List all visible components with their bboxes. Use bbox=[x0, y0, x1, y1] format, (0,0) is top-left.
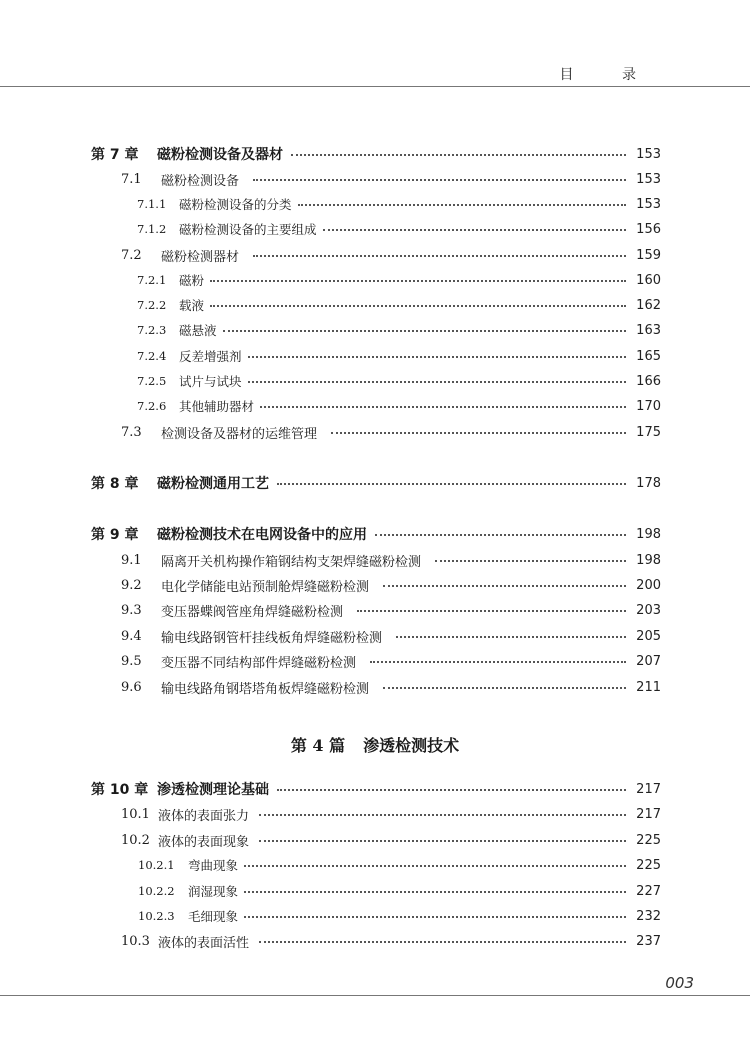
entry-title: 变压器不同结构部件焊缝磁粉检测 bbox=[161, 655, 357, 671]
dot-leader bbox=[259, 840, 626, 842]
entry-title: 反差增强剂 bbox=[179, 349, 242, 364]
entry-number: 7.2.4 bbox=[137, 349, 167, 363]
entry-title: 磁粉检测技术在电网设备中的应用 bbox=[157, 527, 367, 543]
dot-leader bbox=[370, 661, 626, 663]
page-number: 003 bbox=[665, 974, 694, 992]
toc-section-entry bbox=[0, 803, 750, 825]
entry-number: 7.2.3 bbox=[137, 323, 167, 337]
header-rule bbox=[0, 86, 750, 87]
dot-leader bbox=[259, 941, 626, 943]
dot-leader bbox=[291, 154, 626, 156]
toc-section-entry bbox=[0, 218, 750, 240]
entry-number: 7.2.2 bbox=[137, 298, 167, 312]
entry-page: 153 bbox=[636, 146, 661, 162]
toc-section-entry bbox=[0, 421, 750, 443]
dot-leader bbox=[253, 255, 626, 257]
toc-section-entry bbox=[0, 370, 750, 392]
toc-section-entry bbox=[0, 574, 750, 596]
entry-number: 9.5 bbox=[121, 653, 142, 669]
entry-number: 第 9 章 bbox=[91, 527, 139, 543]
entry-title: 渗透检测理论基础 bbox=[157, 782, 269, 798]
entry-title: 液体的表面现象 bbox=[158, 834, 250, 850]
toc-section-entry bbox=[0, 395, 750, 417]
dot-leader bbox=[248, 381, 626, 383]
entry-number: 7.2.1 bbox=[137, 273, 167, 287]
toc-chapter-entry bbox=[0, 523, 750, 545]
entry-page: 203 bbox=[636, 602, 661, 618]
entry-page: 178 bbox=[636, 475, 661, 491]
dot-leader bbox=[277, 789, 626, 791]
toc-chapter-entry bbox=[0, 143, 750, 165]
entry-page: 165 bbox=[636, 348, 661, 364]
entry-page: 232 bbox=[636, 908, 661, 924]
part-number: 第 4 篇 bbox=[290, 736, 346, 755]
entry-number: 9.3 bbox=[121, 602, 142, 618]
dot-leader bbox=[248, 356, 626, 358]
entry-page: 166 bbox=[636, 373, 661, 389]
dot-leader bbox=[331, 432, 626, 434]
dot-leader bbox=[223, 330, 626, 332]
entry-number: 第 8 章 bbox=[91, 476, 139, 492]
entry-title: 磁粉检测设备 bbox=[161, 173, 240, 189]
entry-page: 160 bbox=[636, 272, 661, 288]
entry-page: 170 bbox=[636, 398, 661, 414]
entry-title: 变压器蝶阀管座角焊缝磁粉检测 bbox=[161, 604, 344, 620]
entry-number: 7.1.2 bbox=[137, 222, 167, 236]
entry-title: 隔离开关机构操作箱钢结构支架焊缝磁粉检测 bbox=[161, 554, 422, 570]
entry-page: 217 bbox=[636, 781, 661, 797]
entry-page: 198 bbox=[636, 526, 661, 542]
toc-section-entry bbox=[0, 650, 750, 672]
entry-number: 10.2.2 bbox=[138, 884, 175, 898]
entry-page: 153 bbox=[636, 171, 661, 187]
dot-leader bbox=[298, 204, 626, 206]
entry-page: 159 bbox=[636, 247, 661, 263]
entry-page: 162 bbox=[636, 297, 661, 313]
dot-leader bbox=[323, 229, 626, 231]
entry-title: 电化学储能电站预制舱焊缝磁粉检测 bbox=[161, 579, 370, 595]
entry-title: 磁粉检测设备的主要组成 bbox=[179, 222, 317, 237]
entry-page: 207 bbox=[636, 653, 661, 669]
toc-chapter-entry bbox=[0, 778, 750, 800]
entry-page: 211 bbox=[636, 679, 661, 695]
toc-section-entry bbox=[0, 599, 750, 621]
dot-leader bbox=[357, 610, 626, 612]
entry-page: 200 bbox=[636, 577, 661, 593]
entry-title: 磁粉检测设备及器材 bbox=[157, 147, 283, 163]
entry-page: 156 bbox=[636, 221, 661, 237]
dot-leader bbox=[375, 534, 626, 536]
toc-section-entry bbox=[0, 829, 750, 851]
toc-section-entry bbox=[0, 269, 750, 291]
toc-section-entry bbox=[0, 880, 750, 902]
entry-page: 198 bbox=[636, 552, 661, 568]
entry-number: 9.1 bbox=[121, 552, 142, 568]
dot-leader bbox=[383, 687, 626, 689]
entry-page: 225 bbox=[636, 832, 661, 848]
entry-title: 其他辅助器材 bbox=[179, 399, 255, 414]
entry-number: 7.2 bbox=[121, 247, 142, 263]
entry-title: 磁粉检测器材 bbox=[161, 249, 240, 265]
dot-leader bbox=[277, 483, 626, 485]
entry-title: 检测设备及器材的运维管理 bbox=[161, 426, 318, 442]
dot-leader bbox=[435, 560, 626, 562]
toc-section-entry bbox=[0, 294, 750, 316]
dot-leader bbox=[253, 179, 626, 181]
entry-title: 输电线路钢管杆挂线板角焊缝磁粉检测 bbox=[161, 630, 383, 646]
dot-leader bbox=[210, 280, 626, 282]
entry-number: 7.2.6 bbox=[137, 399, 167, 413]
toc-section-entry bbox=[0, 244, 750, 266]
entry-title: 润湿现象 bbox=[188, 884, 239, 899]
entry-title: 试片与试块 bbox=[179, 374, 242, 389]
toc-section-entry bbox=[0, 905, 750, 927]
dot-leader bbox=[244, 891, 626, 893]
entry-title: 弯曲现象 bbox=[188, 858, 239, 873]
toc-section-entry bbox=[0, 168, 750, 190]
entry-number: 10.2.1 bbox=[138, 858, 175, 872]
entry-number: 9.6 bbox=[121, 679, 142, 695]
entry-number: 10.2.3 bbox=[138, 909, 175, 923]
dot-leader bbox=[244, 916, 626, 918]
entry-number: 10.2 bbox=[121, 832, 150, 848]
entry-page: 163 bbox=[636, 322, 661, 338]
entry-number: 9.4 bbox=[121, 628, 142, 644]
toc-chapter-entry bbox=[0, 472, 750, 494]
dot-leader bbox=[210, 305, 626, 307]
entry-number: 第 10 章 bbox=[91, 782, 149, 798]
entry-number: 9.2 bbox=[121, 577, 142, 593]
entry-page: 225 bbox=[636, 857, 661, 873]
footer-rule bbox=[0, 995, 750, 996]
entry-number: 10.3 bbox=[121, 933, 150, 949]
toc-section-entry bbox=[0, 625, 750, 647]
entry-page: 227 bbox=[636, 883, 661, 899]
entry-number: 7.1.1 bbox=[137, 197, 167, 211]
entry-title: 磁粉检测通用工艺 bbox=[157, 476, 269, 492]
part-heading bbox=[0, 733, 750, 756]
toc-section-entry bbox=[0, 345, 750, 367]
entry-number: 7.2.5 bbox=[137, 374, 167, 388]
dot-leader bbox=[260, 406, 626, 408]
entry-number: 7.3 bbox=[121, 424, 142, 440]
entry-title: 液体的表面张力 bbox=[158, 808, 250, 824]
entry-title: 输电线路角钢塔塔角板焊缝磁粉检测 bbox=[161, 681, 370, 697]
entry-number: 7.1 bbox=[121, 171, 142, 187]
entry-page: 217 bbox=[636, 806, 661, 822]
entry-page: 205 bbox=[636, 628, 661, 644]
toc-section-entry bbox=[0, 193, 750, 215]
entry-number: 10.1 bbox=[121, 806, 150, 822]
header-title: 目 录 bbox=[559, 67, 658, 83]
toc-section-entry bbox=[0, 319, 750, 341]
entry-title: 磁悬液 bbox=[179, 323, 217, 338]
entry-page: 153 bbox=[636, 196, 661, 212]
entry-title: 毛细现象 bbox=[188, 909, 239, 924]
dot-leader bbox=[396, 636, 626, 638]
entry-page: 175 bbox=[636, 424, 661, 440]
part-title: 渗透检测技术 bbox=[363, 736, 460, 755]
toc-section-entry bbox=[0, 854, 750, 876]
toc-section-entry bbox=[0, 676, 750, 698]
entry-title: 载液 bbox=[179, 298, 205, 313]
entry-title: 磁粉检测设备的分类 bbox=[179, 197, 292, 212]
entry-title: 磁粉 bbox=[179, 273, 205, 288]
dot-leader bbox=[259, 814, 626, 816]
dot-leader bbox=[383, 585, 626, 587]
toc-section-entry bbox=[0, 930, 750, 952]
entry-title: 液体的表面活性 bbox=[158, 935, 250, 951]
entry-number: 第 7 章 bbox=[91, 147, 139, 163]
toc-section-entry bbox=[0, 549, 750, 571]
entry-page: 237 bbox=[636, 933, 661, 949]
dot-leader bbox=[244, 865, 626, 867]
